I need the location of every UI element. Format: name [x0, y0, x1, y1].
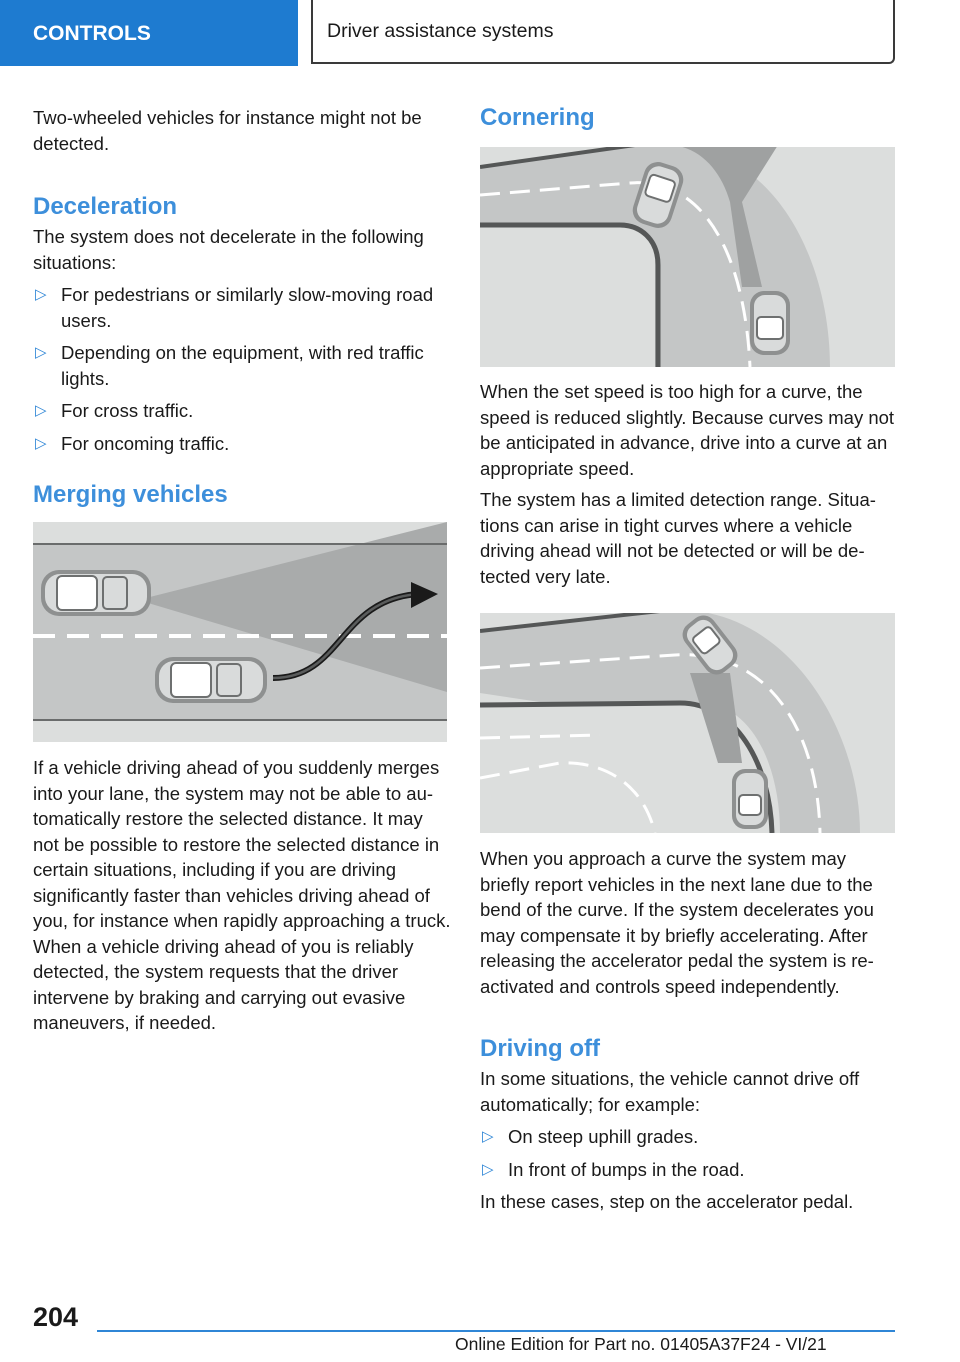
merging-text-block: [33, 755, 453, 1036]
triangle-bullet-icon: ▷: [35, 434, 47, 452]
chapter-title-box: [311, 0, 895, 64]
list-item: [33, 340, 453, 391]
cornering-para-1: When the set speed is too high for a curve, the speed is reduced slightly. Because curves may not be anticipated in advance, drive into a curve at an appropriate speed.: [480, 381, 895, 479]
cornering-heading: Cornering: [480, 104, 595, 131]
driving-off-list: [480, 1124, 900, 1182]
deceleration-text: The system does not decelerate in the following situations:: [33, 226, 424, 273]
list-item: [480, 1157, 900, 1183]
list-item-text: For cross traffic.: [61, 400, 194, 421]
section-label: CONTROLS: [33, 21, 151, 45]
cornering-text-block: [480, 379, 900, 589]
cornering-illustration-2: [480, 613, 895, 833]
cornering-heading-block: [480, 103, 900, 133]
list-item-text: Depending on the equipment, with red traffic lights.: [61, 342, 424, 389]
footer-divider: [97, 1330, 895, 1332]
list-item: [33, 431, 453, 457]
list-item: [33, 398, 453, 424]
section-tab: [0, 0, 298, 66]
deceleration-heading: Deceleration: [33, 193, 178, 220]
list-item-text: On steep uphill grades.: [508, 1126, 699, 1147]
cornering-para-2: The system has a limited detection range. Situations can arise in tight curves where a vehicle driving ahead will not be detected or will be detected very late.: [480, 489, 876, 587]
triangle-bullet-icon: ▷: [482, 1128, 494, 1145]
list-item: [33, 282, 453, 333]
merging-vehicles-illustration: [33, 522, 447, 742]
page-number: 204: [33, 1302, 79, 1332]
chapter-title: Driver assistance systems: [327, 19, 554, 42]
driving-off-text: In some situations, the vehicle cannot drive off automatically; for example:: [480, 1068, 860, 1115]
triangle-bullet-icon: ▷: [482, 1160, 494, 1178]
cornering-para-3: When you approach a curve the system may briefly report vehicles in the next lane due to the bend of the curve. If the system decelerates you may compensate it by briefly accelerating. After releasing the accelerator pedal the system is reactivated and controls speed independently.: [480, 848, 874, 997]
left-column-top: [33, 105, 453, 510]
cornering-illustration-1: [480, 147, 895, 367]
driving-off-closing: In these cases, step on the accelerator pedal.: [480, 1191, 854, 1212]
list-item-text: For oncoming traffic.: [61, 432, 230, 454]
list-item-text: In front of bumps in the road.: [508, 1158, 745, 1180]
intro-text: Two-wheeled vehicles for instance might not be detected.: [33, 107, 422, 154]
list-item-text: For pedestrians or similarly slow-moving road users.: [61, 284, 434, 331]
merging-text: If a vehicle driving ahead of you suddenly merges into your lane, the system may not be able to automatically restore the selected distance. It may not be possible to restore the selected distance in certain situations, including if you are driving significantly faster than vehicles driving ahead of you, for instance when rapidly approaching a truck. When a vehicle driving ahead of you is reliably detected, the system requests that the driver intervene by braking and carrying out evasive maneuvers, if needed.: [33, 757, 451, 1033]
driving-off-heading: Driving off: [480, 1035, 600, 1062]
list-item: [480, 1124, 900, 1150]
right-column-bottom: [480, 846, 900, 1215]
triangle-bullet-icon: ▷: [35, 344, 47, 361]
triangle-bullet-icon: ▷: [35, 402, 47, 419]
merging-heading: Merging vehicles: [33, 481, 228, 508]
triangle-bullet-icon: ▷: [35, 286, 47, 303]
edition-footer: Online Edition for Part no. 01405A37F24 - VI/21: [455, 1334, 827, 1354]
deceleration-list: [33, 282, 453, 456]
